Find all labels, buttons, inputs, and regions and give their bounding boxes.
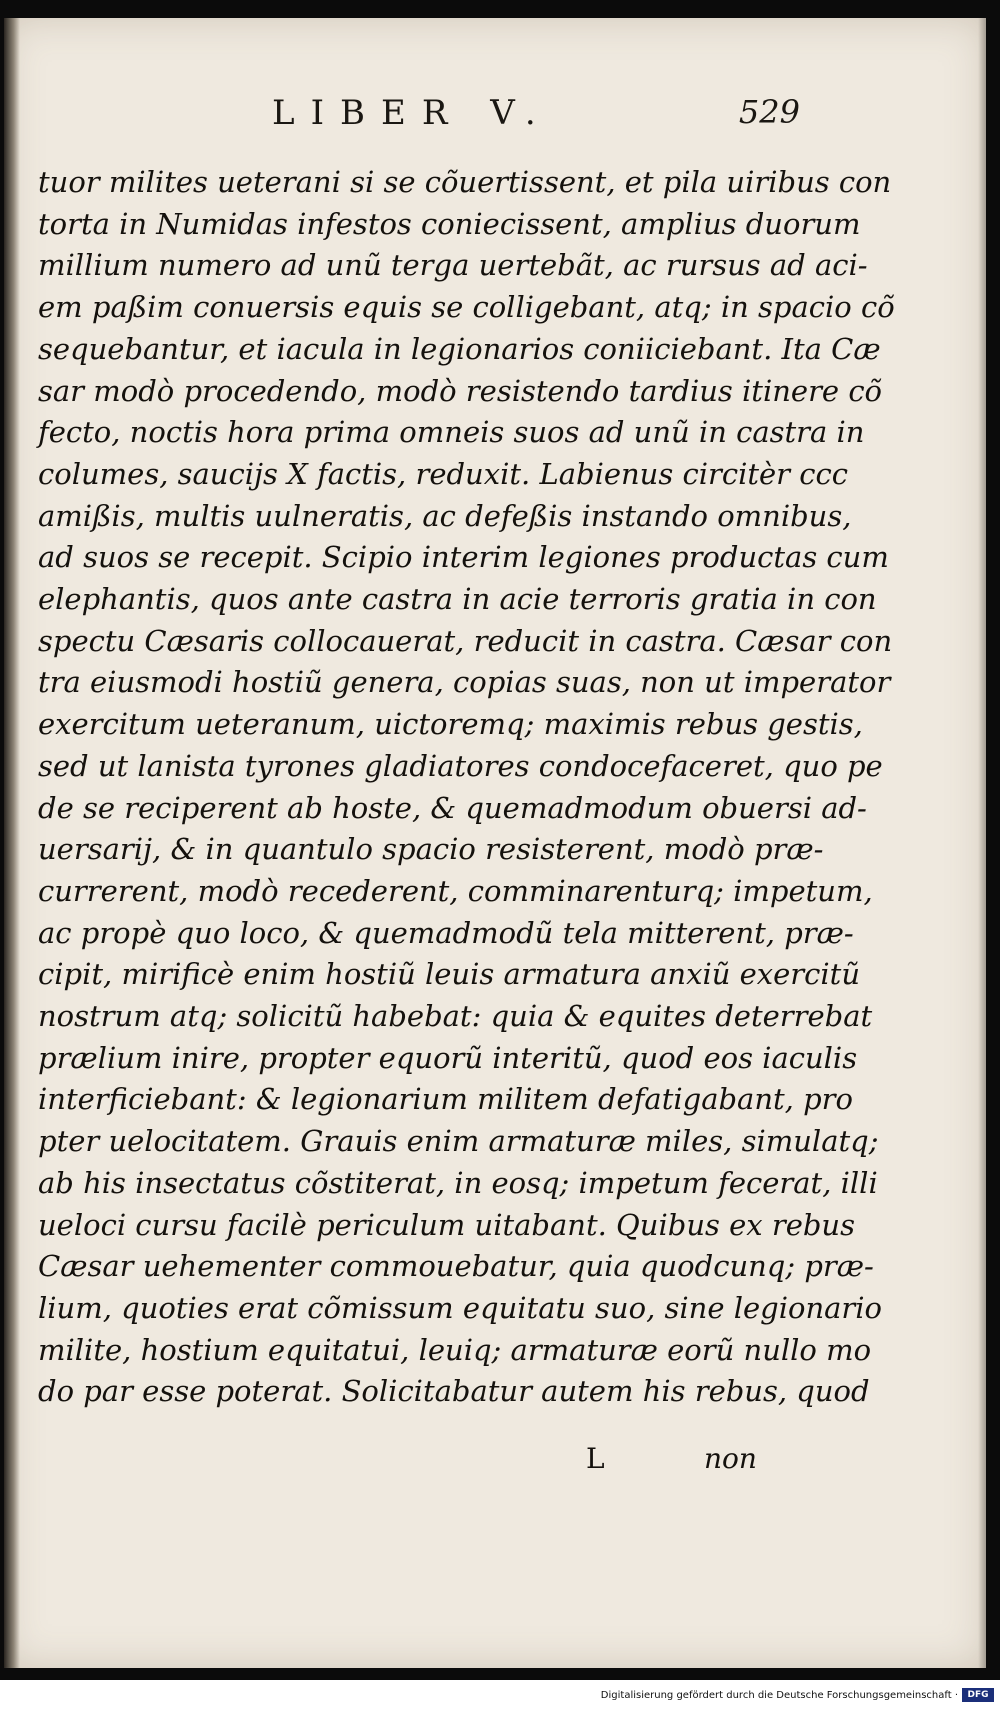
text-line: amißis, multis uulneratis, ac defeßis instando omnibus, <box>38 498 852 533</box>
footer-credit: Digitalisierung gefördert durch die Deutsche Forschungsgemeinschaft · <box>600 1690 958 1701</box>
page-gutter-shadow <box>4 18 20 1668</box>
text-line: columes, saucijs X factis, reduxit. Labienus circitèr ccc <box>38 456 848 491</box>
text-line: pter uelocitatem. Grauis enim armaturæ miles, simulatq; <box>38 1124 879 1159</box>
text-line: fecto, noctis hora prima omneis suos ad unũ in castra in <box>38 415 865 450</box>
text-line: torta in Numidas infestos coniecissent, amplius duorum <box>38 206 861 241</box>
text-line: elephantis, quos ante castra in acie terroris gratia in con <box>38 582 877 617</box>
catchword: non <box>704 1442 757 1475</box>
text-line: nostrum atq; solicitũ habebat: quia & equites deterrebat <box>38 999 873 1034</box>
text-line: ueloci cursu facilè periculum uitabant. Quibus ex rebus <box>38 1207 855 1242</box>
text-line: milite, hostium equitatui, leuiq; armaturæ eorũ nullo mo <box>38 1332 872 1367</box>
text-line: exercitum ueteranum, uictoremq; maximis rebus gestis, <box>38 707 863 742</box>
text-line: interficiebant: & legionarium militem defatigabant, pro <box>38 1082 853 1117</box>
text-line: tuor milites ueterani si se cõuertissent, et pila uiribus con <box>38 165 892 199</box>
book-page <box>4 18 986 1668</box>
text-line: tra eiusmodi hostiũ genera, copias suas, non ut imperator <box>38 665 891 700</box>
text-line: ab his insectatus cõstiterat, in eosq; impetum fecerat, illi <box>38 1165 878 1200</box>
running-head: LIBER V. <box>272 93 552 133</box>
text-line: de se reciperent ab hoste, & quemadmodum obuersi ad- <box>38 790 867 825</box>
page-edge <box>978 18 986 1668</box>
signature-mark: L <box>586 1442 605 1475</box>
text-line: do par esse poterat. Solicitabatur autem his rebus, quod <box>38 1374 870 1409</box>
text-line: millium numero ad unũ terga uertebãt, ac rursus ad aci- <box>38 248 868 283</box>
text-line: sed ut lanista tyrones gladiatores condocefaceret, quo pe <box>38 748 883 783</box>
text-line: cipit, mirificè enim hostiũ leuis armatura anxiũ exercitũ <box>38 957 861 992</box>
page-number: 529 <box>738 93 800 131</box>
text-line: ad suos se recepit. Scipio interim legiones productas cum <box>38 540 889 575</box>
text-line: lium, quoties erat cõmissum equitatu suo, sine legionario <box>38 1290 883 1325</box>
text-line: uersarij, & in quantulo spacio resisterent, modò præ- <box>38 832 824 867</box>
text-line: currerent, modò recederent, comminarenturq; impetum, <box>38 873 873 908</box>
text-line: sequebantur, et iacula in legionarios coniiciebant. Ita Cæ <box>38 331 881 366</box>
text-line: spectu Cæsaris collocauerat, reducit in castra. Cæsar con <box>38 623 893 658</box>
text-line: Cæsar uehementer commouebatur, quia quodcunq; præ- <box>38 1249 874 1284</box>
text-line: sar modò procedendo, modò resistendo tardius itinere cõ <box>38 373 883 408</box>
text-line: ac propè quo loco, & quemadmodũ tela mitterent, præ- <box>38 915 854 950</box>
text-line: prælium inire, propter equorũ interitũ, quod eos iaculis <box>38 1040 858 1075</box>
text-line: em paßim conuersis equis se colligebant, atq; in spacio cõ <box>38 290 895 325</box>
dfg-logo-icon: DFG <box>962 1688 994 1702</box>
body-text <box>38 162 895 1413</box>
